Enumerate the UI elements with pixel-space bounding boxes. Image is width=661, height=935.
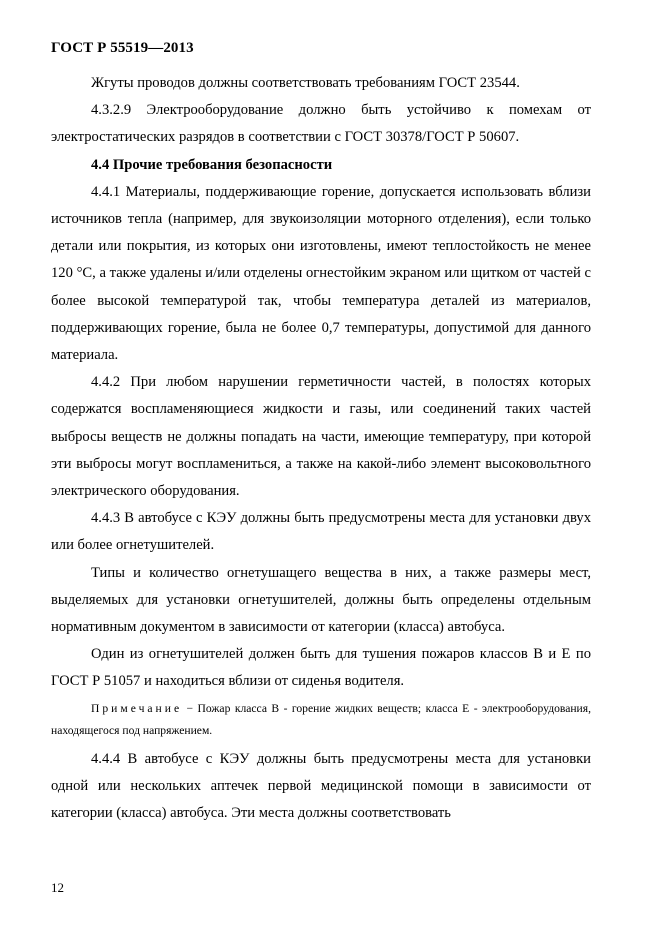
note-label: Примечание bbox=[91, 701, 183, 715]
paragraph: Жгуты проводов должны соответствовать требованиям ГОСТ 23544. bbox=[91, 75, 520, 91]
page-number: 12 bbox=[51, 880, 64, 895]
paragraph: Типы и количество огнетушащего вещества в них, а также размеры мест, выделяемых для установки огнетушителей, должны быть определены отдельным нормативным документом в зависимости от категории (класса) автобуса. bbox=[51, 564, 591, 636]
paragraph: Один из огнетушителей должен быть для тушения пожаров классов В и Е по ГОСТ Р 51057 и находиться вблизи от сиденья водителя. bbox=[51, 646, 591, 690]
document-body bbox=[51, 70, 591, 827]
paragraph: 4.3.2.9 Электрооборудование должно быть устойчиво к помехам от электростатических разрядов в соответствии с ГОСТ 30378/ГОСТ Р 50607. bbox=[51, 102, 591, 146]
note bbox=[51, 698, 591, 742]
paragraph: 4.4.2 При любом нарушении герметичности частей, в полостях которых содержатся воспламеняющиеся жидкости и газы, или соединений таких частей выбросы веществ не должны попадать на части, имеющие температуру, при которой эти выбросы могут воспламениться, а также на какой-либо элемент высоковольтного электрического оборудования. bbox=[51, 374, 591, 500]
note-text: − Пожар класса В - горение жидких веществ; класса Е - электрооборудования, находящегося под напряжением. bbox=[51, 701, 591, 737]
document-header: ГОСТ Р 55519—2013 bbox=[51, 40, 194, 56]
paragraph: 4.4.4 В автобусе с КЭУ должны быть предусмотрены места для установки одной или нескольких аптечек первой медицинской помощи в зависимости от категории (класса) автобуса. Эти места должны соответствовать bbox=[51, 750, 591, 822]
section-heading: 4.4 Прочие требования безопасности bbox=[91, 156, 333, 173]
paragraph: 4.4.1 Материалы, поддерживающие горение, допускается использовать вблизи источников тепла (например, для звукоизоляции моторного отделения), если только детали или покрытия, из которых они изготовлены, имеют теплостойкость не менее 120 °С, а также удалены и/или отделены огнестойким экраном или щитком от частей с более высокой температурой так, чтобы температура деталей из материалов, поддерживающих горение, была не более 0,7 температуры, допустимой для данного материала. bbox=[51, 183, 591, 364]
paragraph: 4.4.3 В автобусе с КЭУ должны быть предусмотрены места для установки двух или более огнетушителей. bbox=[51, 510, 591, 554]
